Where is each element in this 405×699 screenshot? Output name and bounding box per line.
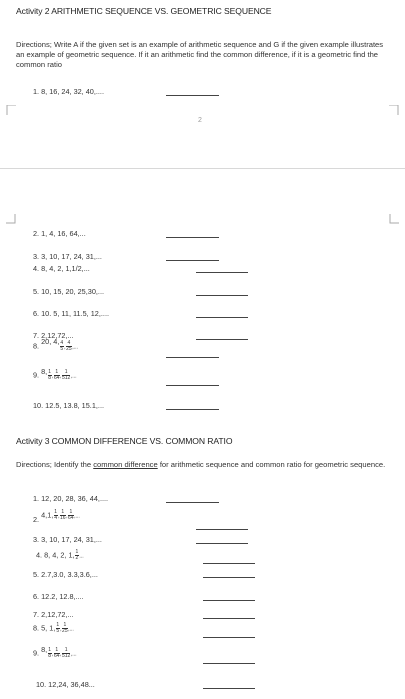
activity3-item-10: 10. 12,24, 36,48... (36, 680, 95, 689)
answer-line (203, 600, 255, 601)
fraction: $\frac{1}{25}$ (62, 622, 68, 634)
activity2-item-9: 9. 8, $\frac{1}{8}$ , $\frac{1}{64}$ , $\frac{1}{512}$ ,... (33, 367, 77, 381)
answer-line (196, 339, 248, 340)
sequence-terms: 4,1, (41, 510, 54, 520)
answer-line (203, 688, 255, 689)
activity2-item-6: 6. 10. 5, 11, 11.5, 12,.... (33, 309, 109, 318)
crop-mark-icon (6, 214, 16, 224)
item-number: 9. (33, 370, 40, 380)
activity3-title: Activity 3 COMMON DIFFERENCE VS. COMMON RATIO (16, 436, 233, 446)
activity3-item-5: 5. 2.7,3.0, 3.3,3.6,... (33, 570, 98, 579)
answer-line (203, 663, 255, 664)
answer-line (196, 529, 248, 530)
activity3-directions: Directions; Identify the common difference for arithmetic sequence and common ratio for geometric sequence. (16, 460, 386, 469)
page-number: 2 (198, 117, 202, 124)
activity2-item-3: 3. 3, 10, 17, 24, 31,... (33, 252, 102, 261)
sequence-first-term: 8, (41, 645, 48, 655)
activity2-item-5: 5. 10, 15, 20, 25,30,... (33, 287, 104, 296)
activity3-item-1: 1. 12, 20, 28, 36, 44,.... (33, 494, 109, 503)
activity2-item-10: 10. 12.5, 13.8, 15.1,... (33, 401, 104, 410)
item-number: 8. (33, 341, 40, 351)
answer-line (196, 317, 248, 318)
fraction: $\frac{4}{25}$ (66, 340, 72, 352)
answer-line (196, 295, 248, 296)
activity2-title: Activity 2 ARITHMETIC SEQUENCE VS. GEOMETRIC SEQUENCE (16, 6, 272, 16)
activity3-item-9: 9. 8, $\frac{1}{8}$ , $\frac{1}{64}$ , $\frac{1}{512}$ ,... (33, 645, 77, 659)
activity3-item-2: 2. 4,1, $\frac{1}{4}$ , $\frac{1}{16}$ , $\frac{1}{64}$ ,... (33, 509, 80, 525)
fraction: $\frac{1}{8}$ (48, 369, 51, 381)
answer-line (196, 543, 248, 544)
crop-mark-icon (389, 214, 399, 224)
activity3-item-8: 8. 5, 1, $\frac{1}{5}$ , $\frac{1}{25}$ ,... (33, 622, 74, 634)
fraction: $\frac{1}{8}$ (48, 647, 51, 659)
activity3-item-4: 4. 8, 4, 2, 1, $\frac{1}{2}$ ... (36, 549, 84, 561)
sequence-terms: 20, 4, (41, 337, 60, 347)
activity3-item-7: 7. 2,12,72,... (33, 610, 74, 619)
sequence-first-term: 8, (41, 367, 48, 377)
answer-line (166, 357, 219, 358)
sequence-terms: 8. 5, 1, (33, 623, 56, 633)
fraction: $\frac{1}{16}$ (60, 509, 66, 521)
fraction: $\frac{1}{4}$ (54, 509, 58, 521)
item-number: 2. (33, 515, 40, 525)
sequence-terms: 4. 8, 4, 2, 1, (36, 550, 75, 560)
answer-line (166, 95, 219, 96)
answer-line (166, 385, 219, 386)
fraction: $\frac{1}{5}$ (56, 622, 60, 634)
answer-line (203, 618, 255, 619)
crop-mark-icon (6, 105, 16, 115)
answer-line (166, 409, 219, 410)
common-difference-underlined: common difference (93, 460, 158, 469)
activity2-item-4: 4. 8, 4, 2, 1,1/2,... (33, 264, 90, 273)
activity3-item-6: 6. 12.2, 12.8,.... (33, 592, 84, 601)
activity2-item-1: 1. 8, 16, 24, 32, 40,.... (33, 87, 104, 96)
activity2-item-2: 2. 1, 4, 16, 64,... (33, 229, 86, 238)
fraction: $\frac{1}{512}$ (61, 369, 71, 381)
activity3-item-3: 3. 3, 10, 17, 24, 31,... (33, 535, 102, 544)
page-divider (0, 168, 405, 169)
fraction: $\frac{4}{5}$ (60, 340, 64, 352)
answer-line (203, 637, 255, 638)
fraction: $\frac{1}{64}$ (53, 369, 60, 381)
fraction: $\frac{1}{64}$ (53, 647, 60, 659)
item-number: 9. (33, 648, 40, 658)
fraction: $\frac{1}{512}$ (61, 647, 71, 659)
activity2-item-7: 7. 2,12,72,... (33, 331, 74, 340)
answer-line (166, 237, 219, 238)
answer-line (166, 260, 219, 261)
answer-line (196, 272, 248, 273)
activity2-item-8: 8. 20, 4, $\frac{4}{5}$ , $\frac{4}{25}$ ,... (33, 337, 78, 352)
activity2-directions: Directions; Write A if the given set is an example of arithmetic sequence and G if the given example illustrates an example of geometric sequence. If it an arithmetic find the common difference, if it is a geometric find the common ratio (16, 40, 384, 69)
answer-line (203, 563, 255, 564)
fraction: $\frac{1}{64}$ (68, 509, 74, 521)
crop-mark-icon (389, 105, 399, 115)
answer-line (203, 577, 255, 578)
fraction: $\frac{1}{2}$ (75, 549, 79, 561)
answer-line (166, 502, 219, 503)
